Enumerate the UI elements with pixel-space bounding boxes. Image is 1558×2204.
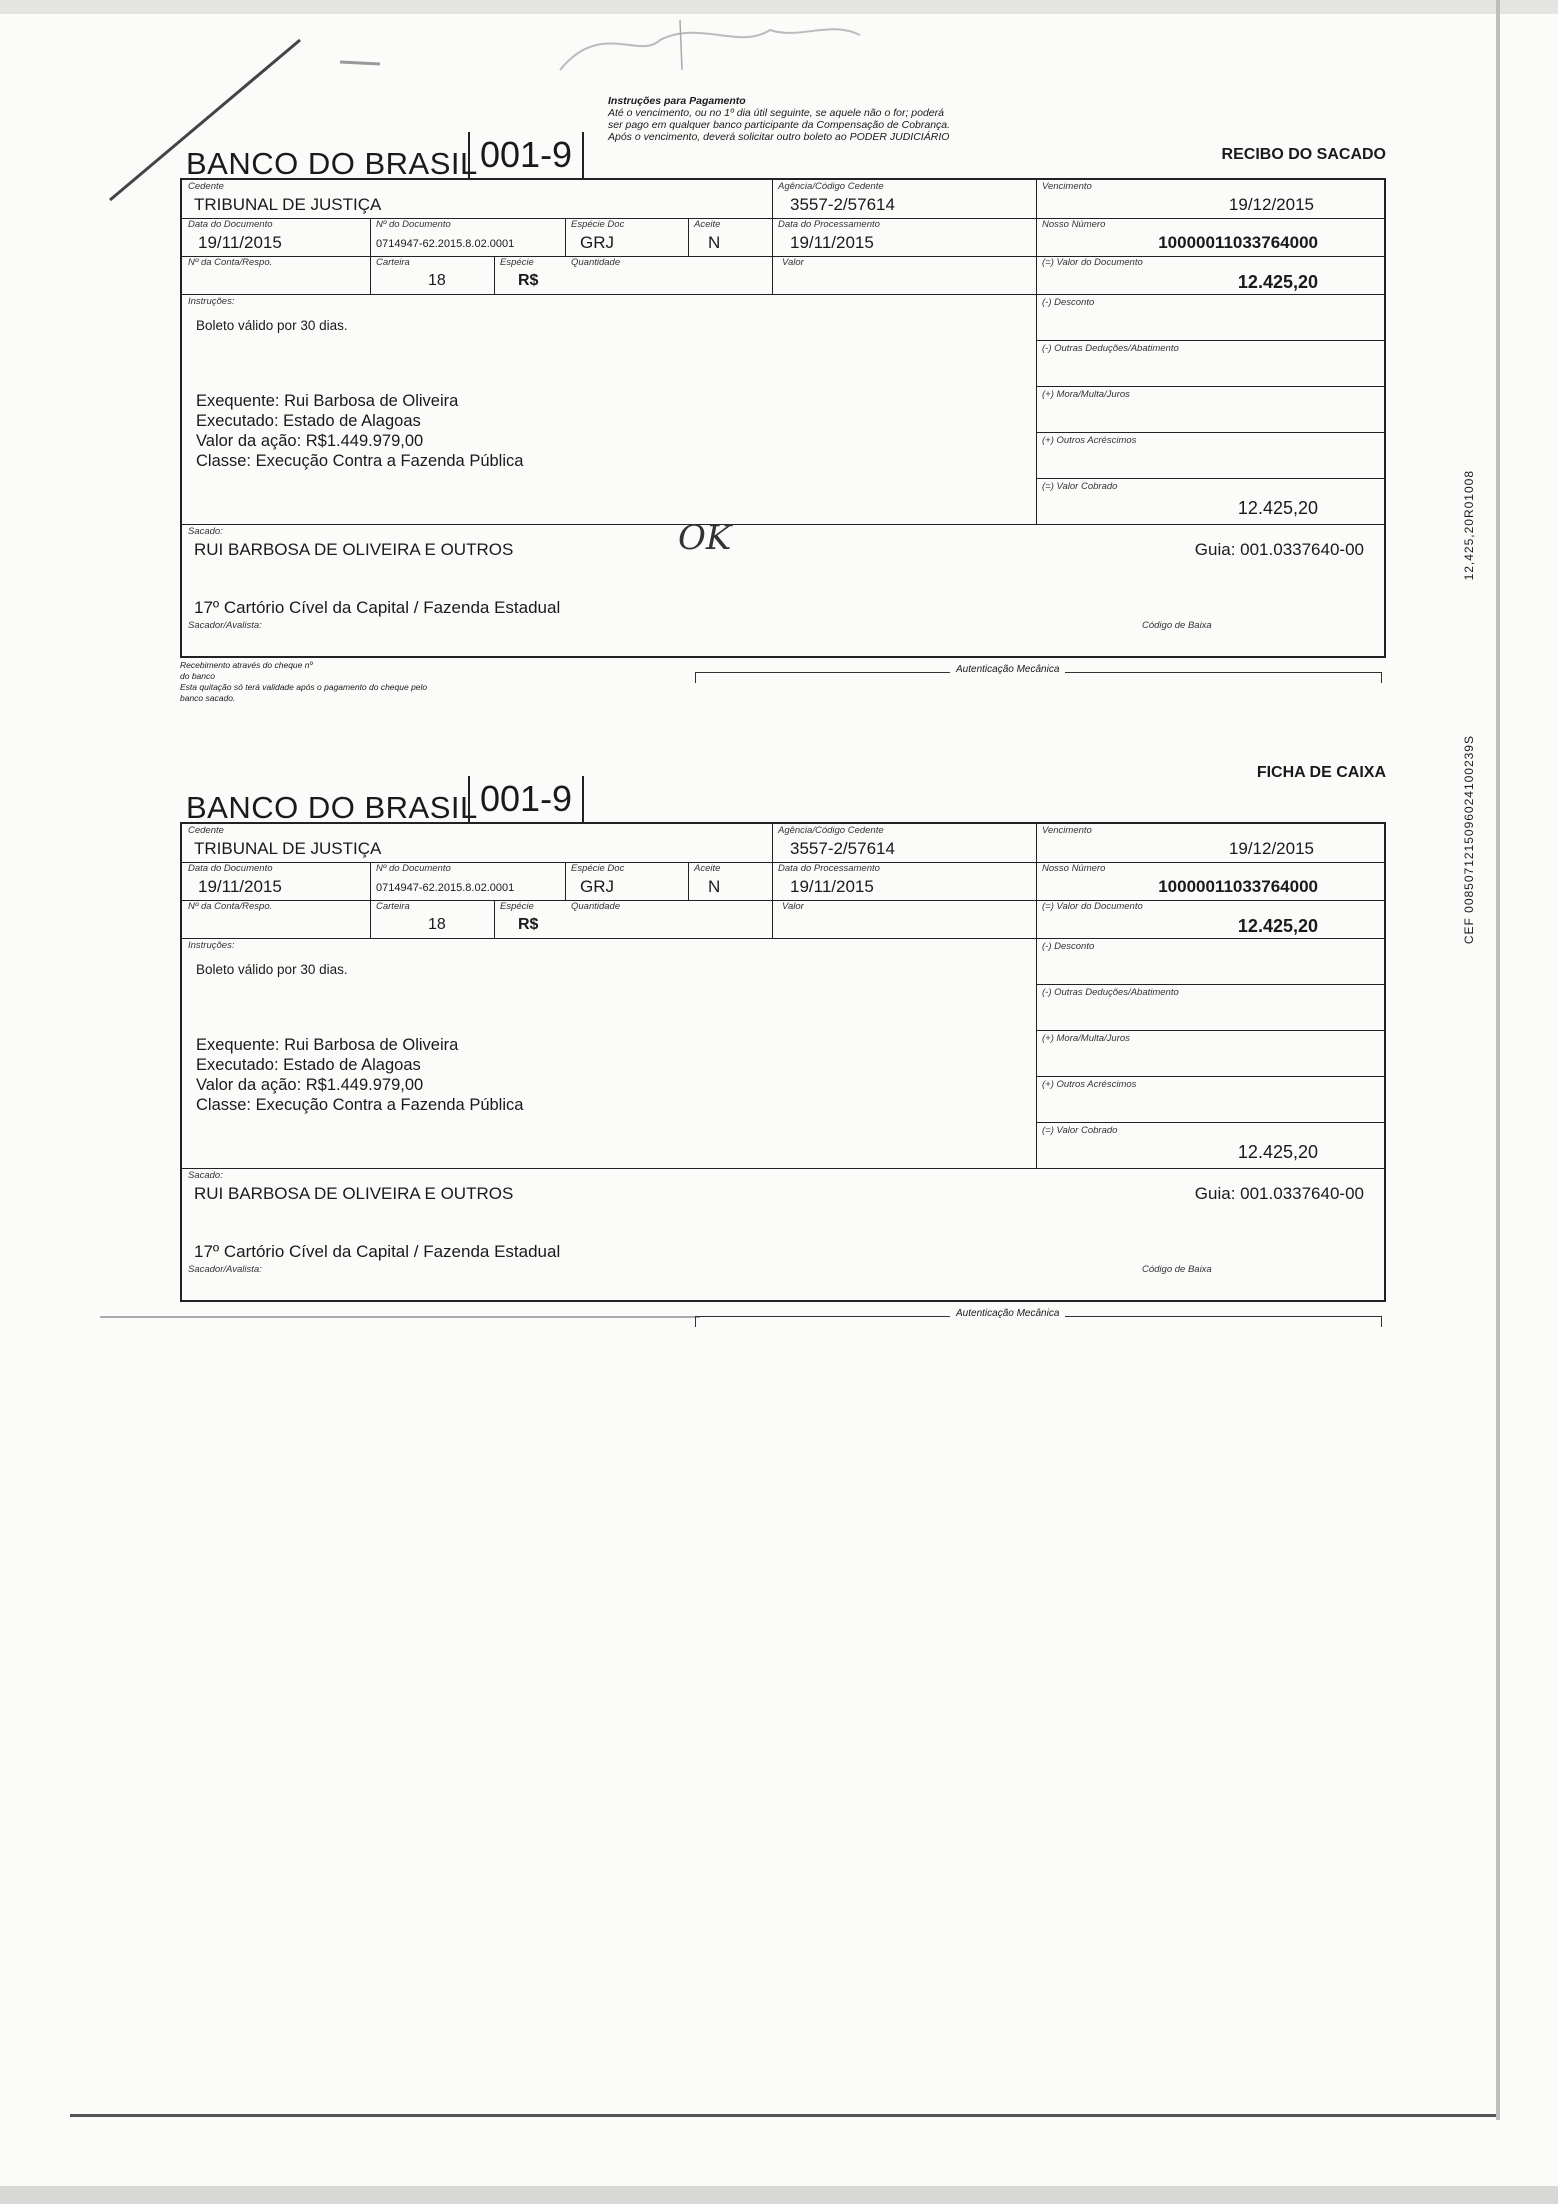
especie-value: R$ bbox=[518, 916, 539, 933]
side-stamp-bottom: CEF 0085071215096024100239S bbox=[1462, 735, 1476, 945]
codigo-baixa-label: Código de Baixa bbox=[1142, 620, 1212, 631]
agencia-label: Agência/Código Cedente bbox=[778, 181, 884, 192]
carteira-label: Carteira bbox=[376, 257, 410, 268]
vencimento-value: 19/12/2015 bbox=[1228, 195, 1314, 214]
side-stamp-top: 12,425,20R01008 bbox=[1462, 470, 1476, 581]
carteira-value: 18 bbox=[428, 916, 446, 933]
conta-label: Nº da Conta/Respo. bbox=[188, 901, 273, 912]
cheque-note-line: do banco bbox=[180, 671, 215, 681]
cheque-note-line: Esta quitação só terá validade após o pagamento do cheque pelo bbox=[180, 682, 428, 692]
valor-label: Valor bbox=[782, 901, 804, 912]
especie-doc-label: Espécie Doc bbox=[571, 863, 625, 874]
cedente-label: Cedente bbox=[188, 825, 224, 836]
guia-value: Guia: 001.0337640-00 bbox=[1194, 1184, 1364, 1203]
valor-acao-line: Valor da ação: R$1.449.979,00 bbox=[196, 1076, 424, 1094]
bank-name: BANCO DO BRASIL bbox=[186, 790, 478, 825]
acrescimos-label: (+) Outros Acréscimos bbox=[1042, 435, 1137, 446]
autenticacao-label: Autenticação Mecânica bbox=[950, 1308, 1065, 1319]
aceite-label: Aceite bbox=[694, 863, 721, 874]
valor-documento-value: 12.425,20 bbox=[1237, 916, 1318, 936]
quantidade-label: Quantidade bbox=[571, 901, 621, 912]
boleto-form bbox=[180, 822, 1386, 1302]
payment-instructions bbox=[608, 95, 1128, 143]
valor-documento-label: (=) Valor do Documento bbox=[1042, 901, 1143, 912]
numero-documento-value: 0714947-62.2015.8.02.0001 bbox=[376, 238, 515, 250]
acrescimos-label: (+) Outros Acréscimos bbox=[1042, 1079, 1137, 1090]
especie-doc-value: GRJ bbox=[580, 877, 614, 896]
agencia-value: 3557-2/57614 bbox=[790, 195, 895, 214]
cedente-value: TRIBUNAL DE JUSTIÇA bbox=[194, 195, 382, 214]
codigo-baixa-label: Código de Baixa bbox=[1142, 1264, 1212, 1275]
carteira-value: 18 bbox=[428, 272, 446, 289]
data-processamento-value: 19/11/2015 bbox=[790, 877, 874, 896]
slip-footer bbox=[180, 1302, 1386, 1362]
instrucoes-label: Instruções: bbox=[188, 296, 235, 307]
deducoes-label: (-) Outras Deduções/Abatimento bbox=[1042, 343, 1179, 354]
carteira-label: Carteira bbox=[376, 901, 410, 912]
executado-line: Executado: Estado de Alagoas bbox=[196, 1056, 421, 1074]
aceite-label: Aceite bbox=[694, 219, 721, 230]
especie-value: R$ bbox=[518, 272, 539, 289]
sacado-label: Sacado: bbox=[188, 526, 223, 537]
bank-name: BANCO DO BRASIL bbox=[186, 146, 478, 181]
data-processamento-label: Data do Processamento bbox=[778, 863, 880, 874]
numero-documento-label: Nº do Documento bbox=[376, 219, 451, 230]
executado-line: Executado: Estado de Alagoas bbox=[196, 412, 421, 430]
bank-code: 001-9 bbox=[468, 132, 584, 178]
valor-cobrado-value: 12.425,20 bbox=[1237, 498, 1318, 518]
page-edge-shadow bbox=[1496, 0, 1500, 2120]
handwritten-ok-mark: OK bbox=[678, 518, 732, 558]
paper-edge-bottom bbox=[0, 2186, 1558, 2204]
slip-header bbox=[180, 764, 1386, 825]
aceite-value: N bbox=[708, 877, 721, 896]
boleto-ficha-de-caixa bbox=[180, 764, 1386, 1362]
data-documento-value: 19/11/2015 bbox=[198, 233, 282, 252]
nosso-numero-value: 10000011033764000 bbox=[1158, 877, 1318, 896]
valor-cobrado-value: 12.425,20 bbox=[1237, 1142, 1318, 1162]
instrucoes-line: Boleto válido por 30 dias. bbox=[196, 962, 348, 977]
valor-acao-line: Valor da ação: R$1.449.979,00 bbox=[196, 432, 424, 450]
valor-cobrado-label: (=) Valor Cobrado bbox=[1042, 481, 1118, 492]
exequente-line: Exequente: Rui Barbosa de Oliveira bbox=[196, 392, 459, 410]
especie-label: Espécie bbox=[500, 257, 534, 268]
vencimento-value: 19/12/2015 bbox=[1228, 839, 1314, 858]
payment-instructions-line: ser pago em qualquer banco participante da Compensação de Cobrança. bbox=[608, 119, 951, 131]
payment-instructions-title: Instruções para Pagamento bbox=[608, 95, 746, 107]
sacado-label: Sacado: bbox=[188, 1170, 223, 1181]
classe-line: Classe: Execução Contra a Fazenda Pública bbox=[196, 1096, 524, 1114]
deducoes-label: (-) Outras Deduções/Abatimento bbox=[1042, 987, 1179, 998]
cartorio-value: 17º Cartório Cível da Capital / Fazenda Estadual bbox=[194, 1242, 561, 1261]
data-processamento-value: 19/11/2015 bbox=[790, 233, 874, 252]
valor-label: Valor bbox=[782, 257, 804, 268]
bank-code: 001-9 bbox=[468, 776, 584, 822]
cedente-label: Cedente bbox=[188, 181, 224, 192]
valor-documento-value: 12.425,20 bbox=[1237, 272, 1318, 292]
sacado-value: RUI BARBOSA DE OLIVEIRA E OUTROS bbox=[194, 540, 514, 559]
data-documento-value: 19/11/2015 bbox=[198, 877, 282, 896]
valor-cobrado-label: (=) Valor Cobrado bbox=[1042, 1125, 1118, 1136]
agencia-label: Agência/Código Cedente bbox=[778, 825, 884, 836]
boleto-form bbox=[180, 178, 1386, 658]
slip-title: RECIBO DO SACADO bbox=[1221, 146, 1386, 163]
agencia-value: 3557-2/57614 bbox=[790, 839, 895, 858]
slip-title: FICHA DE CAIXA bbox=[1256, 764, 1386, 781]
aceite-value: N bbox=[708, 233, 721, 252]
slip-footer bbox=[180, 658, 1386, 718]
cheque-note bbox=[180, 660, 660, 704]
cartorio-value: 17º Cartório Cível da Capital / Fazenda Estadual bbox=[194, 598, 561, 617]
desconto-label: (-) Desconto bbox=[1042, 941, 1095, 952]
especie-doc-value: GRJ bbox=[580, 233, 614, 252]
numero-documento-value: 0714947-62.2015.8.02.0001 bbox=[376, 882, 515, 894]
guia-value: Guia: 001.0337640-00 bbox=[1194, 540, 1364, 559]
fold-line bbox=[70, 2114, 1500, 2117]
cheque-note-line: banco sacado. bbox=[180, 693, 236, 703]
nosso-numero-label: Nosso Número bbox=[1042, 863, 1106, 874]
autenticacao-label: Autenticação Mecânica bbox=[950, 664, 1065, 675]
payment-instructions-line: Até o vencimento, ou no 1º dia útil seguinte, se aquele não o for; poderá bbox=[608, 107, 944, 119]
especie-label: Espécie bbox=[500, 901, 534, 912]
numero-documento-label: Nº do Documento bbox=[376, 863, 451, 874]
mora-label: (+) Mora/Multa/Juros bbox=[1042, 389, 1130, 400]
conta-label: Nº da Conta/Respo. bbox=[188, 257, 273, 268]
vencimento-label: Vencimento bbox=[1042, 825, 1092, 836]
mora-label: (+) Mora/Multa/Juros bbox=[1042, 1033, 1130, 1044]
instrucoes-line: Boleto válido por 30 dias. bbox=[196, 318, 348, 333]
nosso-numero-value: 10000011033764000 bbox=[1158, 233, 1318, 252]
data-processamento-label: Data do Processamento bbox=[778, 219, 880, 230]
vencimento-label: Vencimento bbox=[1042, 181, 1092, 192]
exequente-line: Exequente: Rui Barbosa de Oliveira bbox=[196, 1036, 459, 1054]
especie-doc-label: Espécie Doc bbox=[571, 219, 625, 230]
desconto-label: (-) Desconto bbox=[1042, 297, 1095, 308]
avalista-label: Sacador/Avalista: bbox=[188, 1264, 262, 1275]
sacado-value: RUI BARBOSA DE OLIVEIRA E OUTROS bbox=[194, 1184, 514, 1203]
payment-instructions-line: Após o vencimento, deverá solicitar outro boleto ao PODER JUDICIÁRIO bbox=[608, 131, 950, 143]
quantidade-label: Quantidade bbox=[571, 257, 621, 268]
instrucoes-label: Instruções: bbox=[188, 940, 235, 951]
valor-documento-label: (=) Valor do Documento bbox=[1042, 257, 1143, 268]
avalista-label: Sacador/Avalista: bbox=[188, 620, 262, 631]
nosso-numero-label: Nosso Número bbox=[1042, 219, 1106, 230]
cedente-value: TRIBUNAL DE JUSTIÇA bbox=[194, 839, 382, 858]
cheque-note-line: Recebimento através do cheque nº bbox=[180, 660, 313, 670]
data-documento-label: Data do Documento bbox=[188, 219, 273, 230]
data-documento-label: Data do Documento bbox=[188, 863, 273, 874]
classe-line: Classe: Execução Contra a Fazenda Pública bbox=[196, 452, 524, 470]
